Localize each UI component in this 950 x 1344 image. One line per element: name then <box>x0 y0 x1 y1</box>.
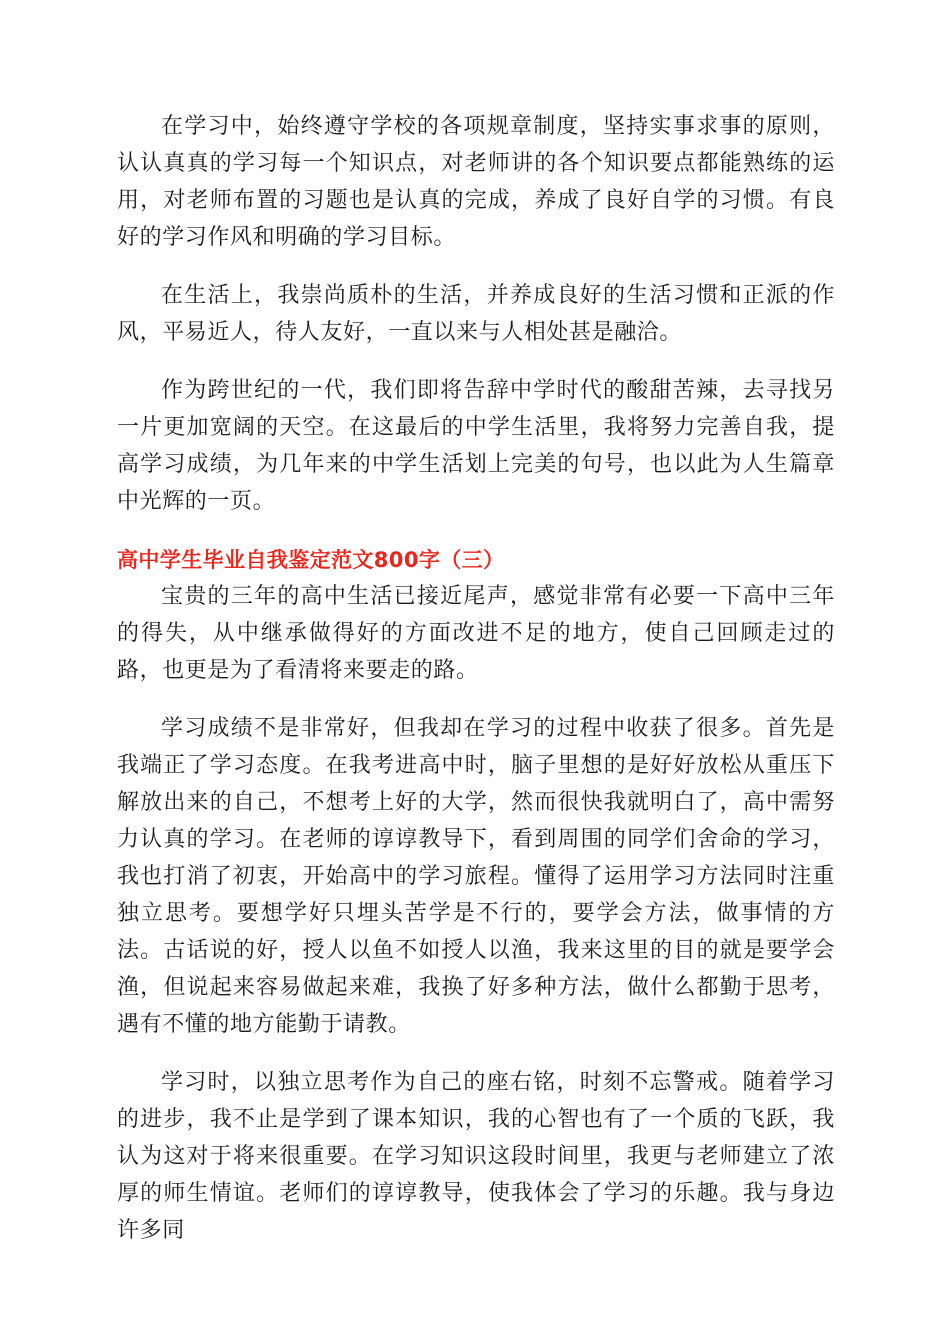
paragraph-independent-thinking: 学习时，以独立思考作为自己的座右铭，时刻不忘警戒。随着学习的进步，我不止是学到了课本知识，我的心智也有了一个质的飞跃，我认为这对于将来很重要。在学习知识这段时间里，我更与老师建立了浓厚的师生情谊。老师们的谆谆教导，使我体会了学习的乐趣。我与身边许多同 <box>117 1070 835 1243</box>
document-page <box>117 108 835 1249</box>
paragraph-three-years: 宝贵的三年的高中生活已接近尾声，感觉非常有必要一下高中三年的得失，从中继承做得好的方面改进不足的地方，使自己回顾走过的路，也更是为了看清将来要走的路。 <box>117 584 835 683</box>
section-heading: 高中学生毕业自我鉴定范文800字（三） <box>117 548 505 572</box>
paragraph-life-style: 在生活上，我崇尚质朴的生活，并养成良好的生活习惯和正派的作风，平易近人，待人友好，一直以来与人相处甚是融洽。 <box>117 283 835 345</box>
paragraph-study-results: 学习成绩不是非常好，但我却在学习的过程中收获了很多。首先是我端正了学习态度。在我考进高中时，脑子里想的是好好放松从重压下解放出来的自己，不想考上好的大学，然而很快我就明白了，高中需努力认真的学习。在老师的谆谆教导下，看到周围的同学们舍命的学习，我也打消了初衷，开始高中的学习旅程。懂得了运用学习方法同时注重独立思考。要想学好只埋头苦学是不行的，要学会方法，做事情的方法。古话说的好，授人以鱼不如授人以渔，我来这里的目的就是要学会渔，但说起来容易做起来难，我换了好多种方法，做什么都勤于思考，遇有不懂的地方能勤于请教。 <box>117 716 835 1037</box>
paragraph-study-discipline: 在学习中，始终遵守学校的各项规章制度，坚持实事求事的原则，认认真真的学习每一个知识点，对老师讲的各个知识要点都能熟练的运用，对老师布置的习题也是认真的完成，养成了良好自学的习惯。有良好的学习作风和明确的学习目标。 <box>117 114 835 250</box>
paragraph-new-century: 作为跨世纪的一代，我们即将告辞中学时代的酸甜苦辣，去寻找另一片更加宽阔的天空。在这最后的中学生活里，我将努力完善自我，提高学习成绩，为几年来的中学生活划上完美的句号，也以此为人生篇章中光辉的一页。 <box>117 378 835 514</box>
